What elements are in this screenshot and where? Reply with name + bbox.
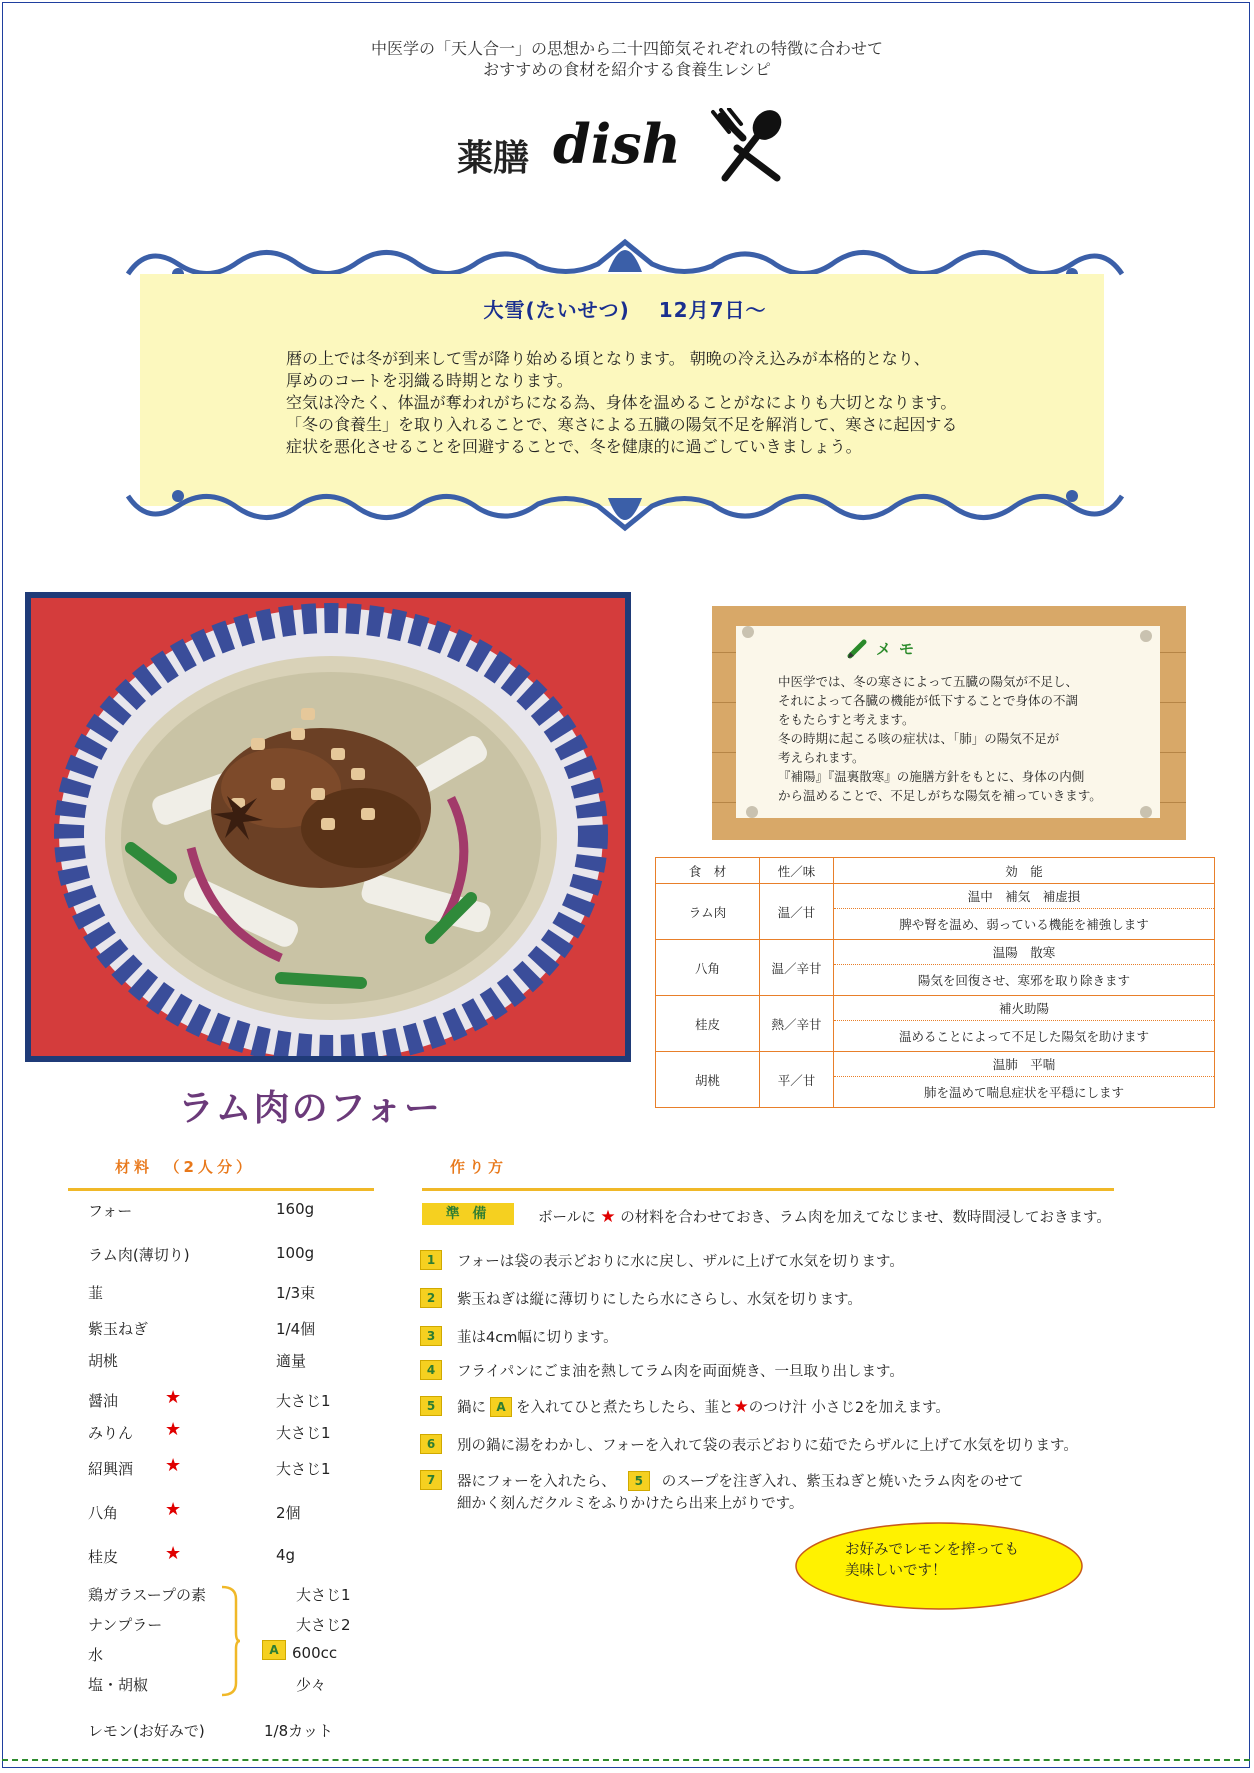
ingredient-qty: 大さじ1 [296, 1586, 351, 1604]
step-text: 韮は4cm幅に切ります。 [457, 1330, 618, 1346]
memo-line: から温めることで、不足しがちな陽気を補っていきます。 [778, 788, 1102, 803]
star-icon: ★ [165, 1419, 182, 1440]
table-row [656, 884, 1215, 909]
desc-cell: 温めることによって不足した陽気を助けます [834, 1021, 1215, 1052]
ingredient-name: 紫玉ねぎ [88, 1320, 149, 1338]
step-number-badge: 4 [420, 1360, 442, 1380]
food-properties-table [655, 857, 1215, 1108]
ingredient-name: ナンプラー [88, 1616, 163, 1634]
ingredients-heading: 材料 （2人分） [115, 1158, 255, 1176]
ingredient-name: みりん [88, 1424, 134, 1442]
step-number-badge: 5 [420, 1396, 442, 1416]
season-body [286, 348, 1046, 458]
star-icon: ★ [600, 1207, 616, 1227]
ingredient-name: 胡桃 [88, 1352, 119, 1370]
step-text [457, 1396, 950, 1417]
memo-line: 『補陽』『温裏散寒』の施膳方針をもとに、身体の内側 [778, 769, 1085, 784]
season-line: 空気は冷たく、体温が奪われがちになる為、身体を温めることがなによりも大切となります。 [286, 393, 957, 412]
table-row [656, 996, 1215, 1021]
method-heading: 作り方 [450, 1158, 508, 1176]
ingredient-qty: 160g [276, 1200, 315, 1218]
ingredient-name: 鶏ガラスープの素 [88, 1586, 207, 1604]
star-icon: ★ [165, 1499, 182, 1520]
dish-title: ラム肉のフォー [178, 1088, 442, 1129]
ingredient-name: 韮 [88, 1284, 104, 1302]
step-text-part: のつけ汁 小さじ2を加えます。 [748, 1400, 950, 1416]
intro-line-1: 中医学の「天人合一」の思想から二十四節気それぞれの特徴に合わせて [370, 39, 883, 58]
intro-line-2: おすすめの食材を紹介する食養生レシピ [483, 60, 771, 79]
prep-text [538, 1206, 1111, 1227]
ingredient-name: 醤油 [88, 1392, 119, 1410]
table-row [656, 1052, 1215, 1077]
lemon-line-1: お好みでレモンを搾っても [845, 1542, 1019, 1558]
effect-cell: 温陽 散寒 [834, 940, 1215, 965]
ingredient-qty: 適量 [276, 1352, 307, 1370]
ingredient-name: レモン(お好みで) [88, 1722, 205, 1740]
ingredient-qty: 600cc [292, 1644, 338, 1662]
bottom-divider [2, 1759, 1250, 1761]
season-panel [118, 234, 1132, 536]
step-number-badge: 7 [420, 1470, 442, 1490]
food-cell: ラム肉 [656, 884, 760, 940]
step-text-part: 器にフォーを入れたら、 [457, 1474, 616, 1490]
ingredient-qty: 1/8カット [264, 1722, 333, 1740]
pin-icon [746, 806, 758, 818]
effect-cell: 温中 補気 補虚損 [834, 884, 1215, 909]
effect-cell: 温肺 平喘 [834, 1052, 1215, 1077]
star-icon: ★ [165, 1543, 182, 1564]
lemon-note-text [845, 1540, 1019, 1582]
header-effect: 効 能 [834, 858, 1215, 884]
star-icon: ★ [165, 1455, 182, 1476]
effect-cell: 補火助陽 [834, 996, 1215, 1021]
logo-kanji: 薬膳 [457, 138, 530, 179]
food-cell: 桂皮 [656, 996, 760, 1052]
table-row [656, 940, 1215, 965]
season-line: 「冬の食養生」を取り入れることで、寒さによる五臓の陽気不足を解消して、寒さに起因する [286, 415, 958, 434]
dish-photo [25, 592, 631, 1062]
desc-cell: 脾や腎を温め、弱っている機能を補強します [834, 909, 1215, 940]
ingredient-qty: 大さじ2 [296, 1616, 351, 1634]
pho-bowl-illustration [31, 598, 625, 1056]
lemon-note [793, 1520, 1085, 1612]
nature-cell: 熱／辛甘 [760, 996, 834, 1052]
pencil-icon [846, 638, 868, 660]
step-text-line2: 細かく刻んだクルミをふりかけたら出来上がりです。 [457, 1496, 804, 1512]
ingredient-name: 塩・胡椒 [88, 1676, 149, 1694]
step-text-part: 鍋に [457, 1400, 486, 1416]
food-cell: 八角 [656, 940, 760, 996]
step-text [457, 1470, 1024, 1491]
header-food: 食 材 [656, 858, 760, 884]
ingredients-underline [68, 1188, 374, 1191]
nature-cell: 平／甘 [760, 1052, 834, 1108]
ingredient-name: 紹興酒 [88, 1460, 134, 1478]
season-line: 暦の上では冬が到来して雪が降り始める頃となります。 朝晩の冷え込みが本格的となり、 [286, 349, 930, 368]
memo-paper [736, 626, 1160, 818]
pin-icon [1140, 806, 1152, 818]
ingredient-name: ラム肉(薄切り) [88, 1246, 190, 1264]
ingredient-qty: 2個 [276, 1504, 301, 1522]
memo-board [712, 606, 1186, 840]
step-number-badge: 6 [420, 1434, 442, 1454]
step-text: フライパンにごま油を熱してラム肉を両面焼き、一旦取り出します。 [457, 1364, 904, 1380]
ingredient-qty: 1/3束 [276, 1284, 316, 1302]
ingredient-qty: 4g [276, 1546, 296, 1564]
fork-spoon-icon [707, 108, 789, 184]
ingredient-qty: 大さじ1 [276, 1460, 331, 1478]
season-line: 厚めのコートを羽織る時期となります。 [286, 371, 573, 390]
prep-text-before: ボールに [538, 1210, 596, 1226]
memo-line: をもたらすと考えます。 [778, 712, 915, 727]
nature-cell: 温／辛甘 [760, 940, 834, 996]
ingredient-qty: 大さじ1 [276, 1392, 331, 1410]
step-text: 紫玉ねぎは縦に薄切りにしたら水にさらし、水気を切ります。 [457, 1292, 862, 1308]
pin-icon [1140, 630, 1152, 642]
step-text: フォーは袋の表示どおりに水に戻し、ザルに上げて水気を切ります。 [457, 1254, 904, 1270]
pin-icon [742, 626, 754, 638]
ingredient-name: フォー [88, 1202, 133, 1220]
dish-photo-image [31, 598, 625, 1056]
memo-line: 冬の時期に起こる咳の症状は、「肺」の陽気不足が [778, 731, 1060, 746]
intro-text [0, 38, 1254, 80]
star-icon: ★ [165, 1387, 182, 1408]
star-icon: ★ [733, 1397, 749, 1417]
ingredient-name: 八角 [88, 1504, 119, 1522]
nature-cell: 温／甘 [760, 884, 834, 940]
step-number-badge: 3 [420, 1326, 442, 1346]
step-text-part: を入れてひと煮たちしたら、韮と [516, 1400, 734, 1416]
ingredient-qty: 大さじ1 [276, 1424, 331, 1442]
ingredient-name: 桂皮 [88, 1548, 119, 1566]
step-ref-badge: 5 [628, 1471, 650, 1491]
group-brace [220, 1585, 240, 1697]
desc-cell: 肺を温めて喘息症状を平穏にします [834, 1077, 1215, 1108]
memo-title: メモ [876, 640, 923, 658]
scroll-ornament-bottom [118, 476, 1132, 536]
memo-body [778, 672, 1158, 805]
prep-badge: 準 備 [422, 1203, 514, 1225]
group-a-badge: A [262, 1640, 286, 1660]
ingredient-qty: 1/4個 [276, 1320, 316, 1338]
method-underline [422, 1188, 1114, 1191]
header-nature: 性／味 [760, 858, 834, 884]
lemon-line-2: 美味しいです！ [845, 1563, 947, 1579]
memo-line: 考えられます。 [778, 750, 865, 765]
step-text: 別の鍋に湯をわかし、フォーを入れて袋の表示どおりに茹でたらザルに上げて水気を切ります。 [457, 1438, 1078, 1454]
food-cell: 胡桃 [656, 1052, 760, 1108]
logo [455, 108, 815, 184]
group-a-badge: A [490, 1397, 512, 1417]
prep-text-after: の材料を合わせておき、ラム肉を加えてなじませ、数時間浸しておきます。 [620, 1210, 1111, 1226]
ingredient-qty: 少々 [296, 1676, 327, 1694]
desc-cell: 陽気を回復させ、寒邪を取り除きます [834, 965, 1215, 996]
season-line: 症状を悪化させることを回避することで、冬を健康的に過ごしていきましょう。 [286, 437, 862, 456]
table-header-row [656, 858, 1215, 884]
step-number-badge: 1 [420, 1250, 442, 1270]
step-text-part: のスープを注ぎ入れ、紫玉ねぎと焼いたラム肉をのせて [661, 1474, 1024, 1490]
season-title: 大雪(たいせつ) 12月7日～ [483, 298, 767, 322]
memo-line: それによって各臓の機能が低下することで身体の不調 [778, 693, 1079, 708]
logo-word: dish [553, 112, 681, 176]
memo-line: 中医学では、冬の寒さによって五臓の陽気が不足し、 [778, 674, 1079, 689]
ingredient-name: 水 [88, 1646, 104, 1664]
step-number-badge: 2 [420, 1288, 442, 1308]
ingredient-qty: 100g [276, 1244, 315, 1262]
